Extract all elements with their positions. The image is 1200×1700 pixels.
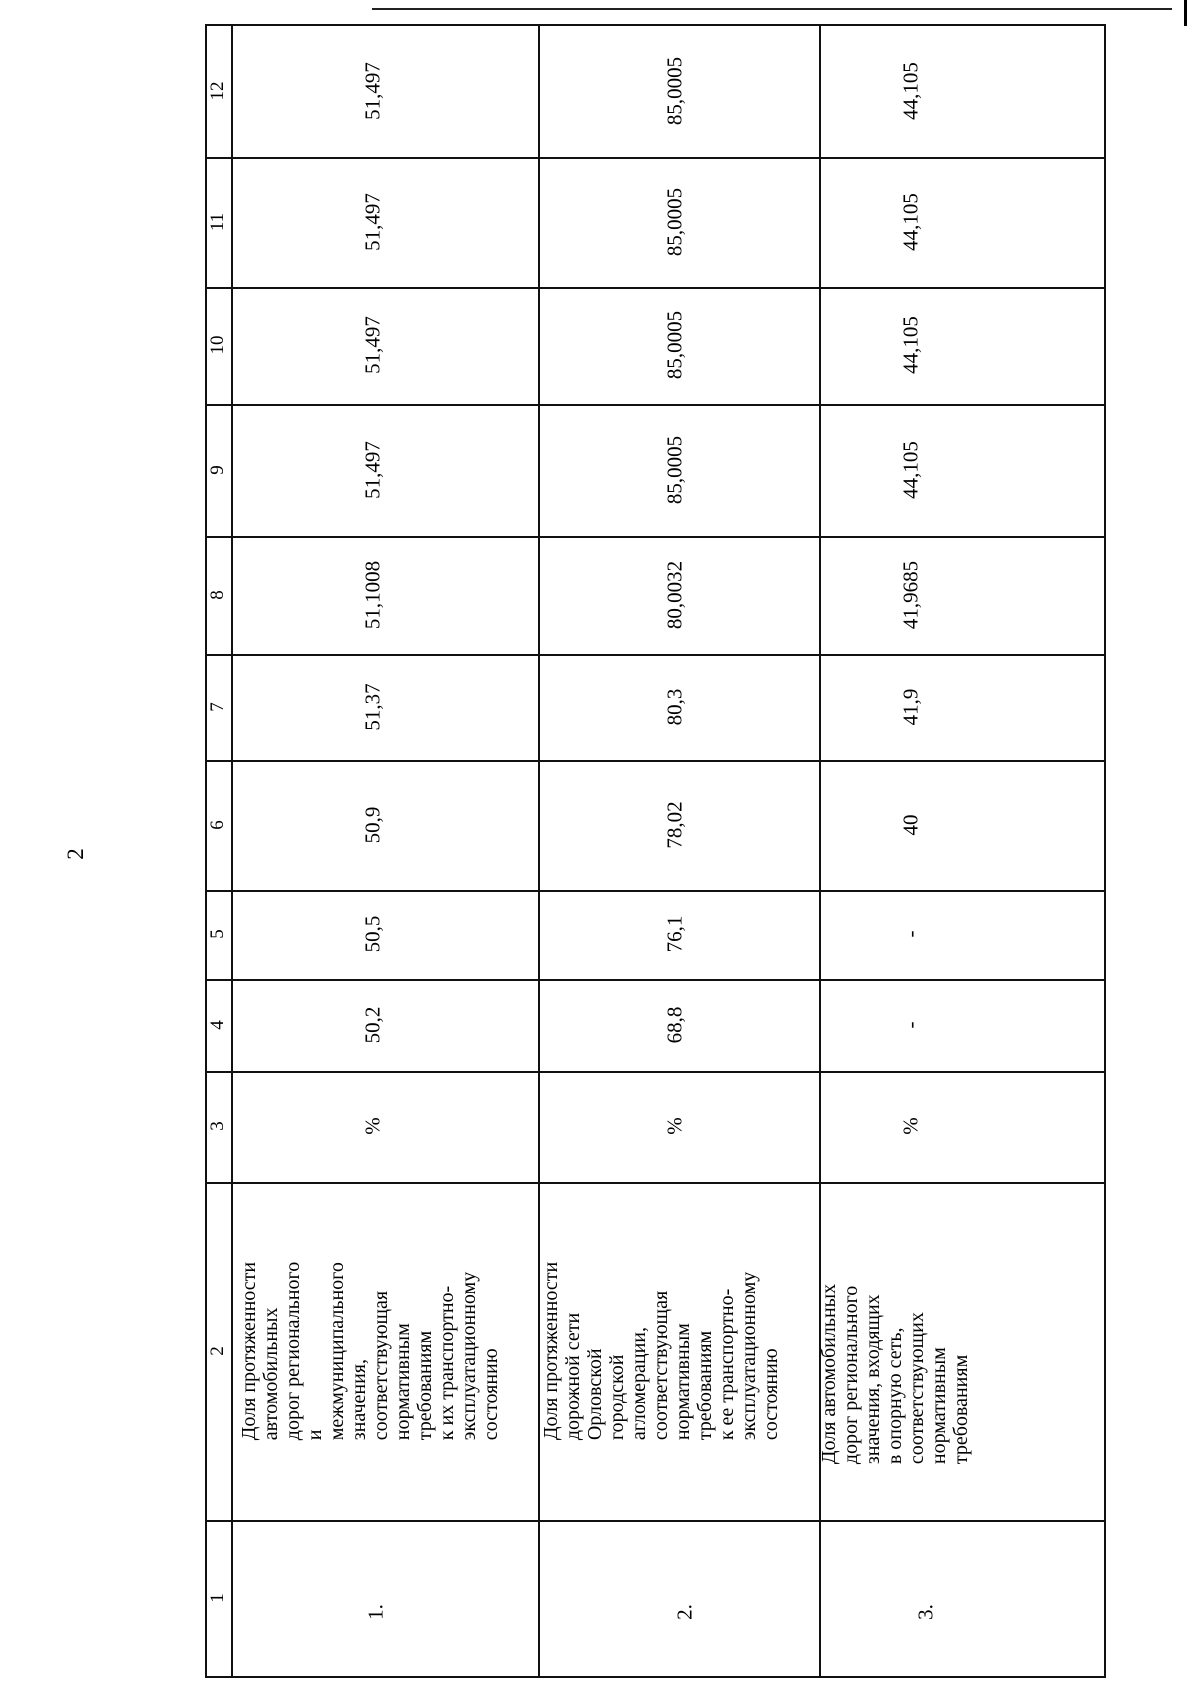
indicator-line: к ее транспортно- [716,1288,738,1441]
table-line [205,1182,1105,1184]
table-line [205,1520,1105,1522]
header-cell: 6 [207,820,228,830]
value-cell: 40 [898,814,923,836]
header-cell: 11 [207,212,228,232]
value-cell: 51,497 [360,316,385,374]
table-line [205,890,1105,892]
table-line [231,24,233,1678]
indicator-line: состоянию [480,1348,502,1441]
value-cell: 85,0005 [662,187,687,257]
table-line [205,404,1105,406]
value-cell: 41,9685 [898,560,923,630]
indicator-line: эксплуатационному [458,1271,480,1441]
indicator-name [818,1284,972,1464]
indicator-line: требованиям [414,1330,436,1441]
table-line [205,654,1105,656]
unit-cell: % [360,1117,385,1135]
value-cell: 85,0005 [662,56,687,126]
table-line [1104,24,1106,1678]
unit-cell: % [662,1117,687,1135]
value-cell: 50,5 [360,915,385,953]
indicator-line: городской [606,1354,628,1441]
table-line [205,24,1105,26]
value-cell: 41,9 [898,688,923,726]
indicator-line: Доля протяженности [238,1261,260,1441]
value-cell: - [898,930,923,938]
indicator-line: нормативным [672,1323,694,1441]
value-cell: 85,0005 [662,310,687,380]
indicator-line: дорог регионального [282,1261,304,1441]
indicator-line: Доля автомобильных [818,1283,840,1465]
top-rule [372,8,1172,10]
header-cell: 2 [207,1346,228,1356]
indicator-line: дорог регионального [840,1285,862,1465]
value-cell: 51,1008 [360,560,385,630]
top-edge-mark [1184,0,1187,26]
table-line [205,1676,1105,1678]
row-number: 3. [913,1604,938,1620]
header-cell: 8 [207,590,228,600]
indicator-line: нормативным [392,1323,414,1441]
value-cell: 76,1 [662,915,687,953]
indicator-line: межмуниципального [326,1262,348,1441]
table-line [205,979,1105,981]
value-cell: 80,0032 [662,560,687,630]
indicator-line: нормативным [928,1347,950,1465]
page-number: 2 [63,848,88,860]
indicator-line: к их транспортно- [436,1285,458,1441]
indicator-line: соответствующих [906,1312,928,1465]
header-cell: 9 [207,465,228,475]
table-line [205,760,1105,762]
indicators-table [205,24,1105,1678]
indicator-line: эксплуатационному [738,1271,760,1441]
table-line [205,24,207,1678]
indicator-line: требованиям [694,1330,716,1441]
value-cell: 68,8 [662,1006,687,1044]
indicator-line: агломерации, [628,1326,650,1441]
value-cell: 44,105 [898,441,923,499]
value-cell: 51,497 [360,193,385,251]
indicator-name [238,1262,502,1440]
row-number: 1. [363,1604,388,1620]
row-number: 2. [672,1604,697,1620]
indicator-line: и [304,1429,326,1441]
header-cell: 1 [207,1593,228,1603]
indicator-line: Орловской [584,1348,606,1441]
header-cell: 5 [207,929,228,939]
value-cell: 50,2 [360,1006,385,1044]
indicator-line: дорожной сети [562,1312,584,1441]
table-line [205,287,1105,289]
header-cell: 3 [207,1121,228,1131]
indicator-line: соответствующая [370,1290,392,1441]
header-cell: 7 [207,702,228,712]
indicator-line: значения, [348,1358,370,1441]
table-line [205,536,1105,538]
value-cell: 44,105 [898,62,923,120]
indicator-name [540,1262,782,1440]
indicator-line: требованиям [950,1354,972,1465]
value-cell: 44,105 [898,316,923,374]
indicator-line: соответствующая [650,1290,672,1441]
indicator-line: состоянию [760,1348,782,1441]
header-cell: 10 [207,335,228,355]
value-cell: 51,497 [360,62,385,120]
table-line [205,157,1105,159]
value-cell: - [898,1021,923,1029]
value-cell: 44,105 [898,193,923,251]
indicator-line: автомобильных [260,1307,282,1441]
table-line [205,1071,1105,1073]
header-cell: 12 [207,81,228,101]
value-cell: 80,3 [662,688,687,726]
value-cell: 85,0005 [662,435,687,505]
value-cell: 50,9 [360,806,385,844]
header-cell: 4 [207,1020,228,1030]
value-cell: 51,497 [360,441,385,499]
indicator-line: Доля протяженности [540,1261,562,1441]
indicator-line: в опорную сеть, [884,1327,906,1465]
unit-cell: % [898,1117,923,1135]
value-cell: 78,02 [662,801,687,849]
value-cell: 51,37 [360,683,385,731]
indicator-line: значения, входящих [862,1294,884,1465]
